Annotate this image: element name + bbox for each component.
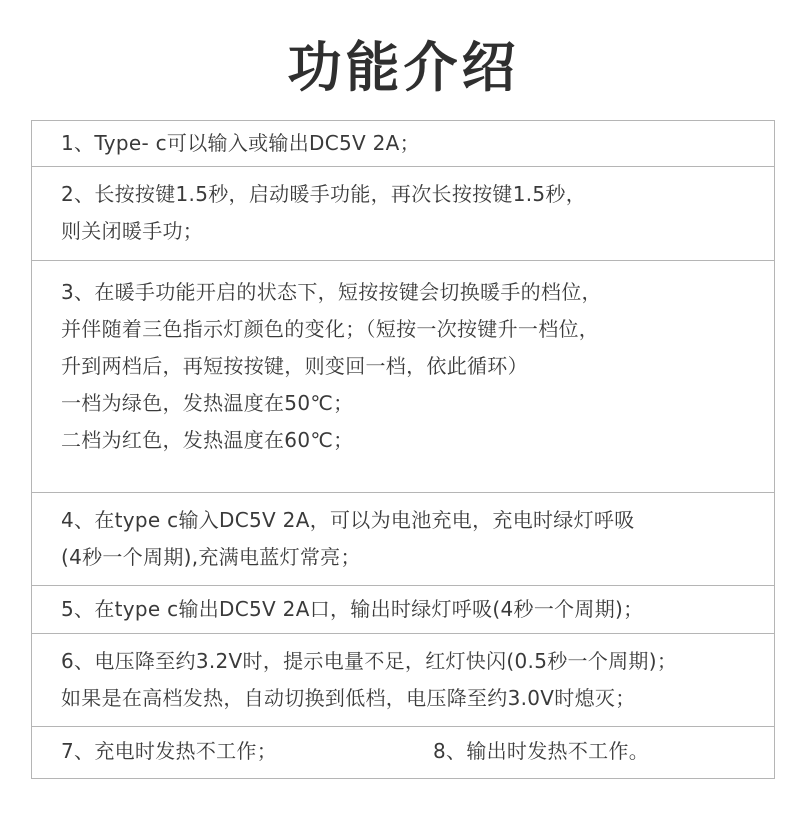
feature-row-7	[32, 727, 774, 778]
feature-row-1	[32, 121, 774, 167]
feature-text: 二档为红色，发热温度在60℃；	[61, 428, 354, 452]
feature-row-2	[32, 167, 774, 261]
feature-row-6	[32, 634, 774, 727]
feature-text: 3、在暖手功能开启的状态下，短按按键会切换暖手的档位，	[61, 280, 602, 304]
feature-text: 2、长按按键1.5秒，启动暖手功能，再次长按按键1.5秒，	[61, 182, 587, 206]
feature-row-3	[32, 261, 774, 493]
feature-text: (4秒一个周期),充满电蓝灯常亮；	[61, 545, 361, 569]
page-title: 功能介绍	[287, 36, 520, 99]
feature-table	[31, 120, 775, 779]
feature-row-5	[32, 586, 774, 634]
feature-text: 4、在type c输入DC5V 2A，可以为电池充电，充电时绿灯呼吸	[61, 508, 635, 532]
feature-text: 5、在type c输出DC5V 2A口，输出时绿灯呼吸(4秒一个周期)；	[61, 597, 644, 621]
feature-text: 8、输出时发热不工作。	[433, 739, 650, 763]
feature-text: 6、电压降至约3.2V时，提示电量不足，红灯快闪(0.5秒一个周期)；	[61, 649, 678, 673]
feature-text: 7、充电时发热不工作；	[61, 739, 278, 763]
feature-text: 一档为绿色，发热温度在50℃；	[61, 391, 354, 415]
feature-text: 如果是在高档发热，自动切换到低档，电压降至约3.0V时熄灭；	[61, 686, 636, 710]
feature-text: 1、Type- c可以输入或输出DC5V 2A；	[61, 131, 420, 155]
feature-row-4	[32, 493, 774, 586]
feature-text: 并伴随着三色指示灯颜色的变化；（短按一次按键升一档位，	[61, 317, 600, 341]
feature-text: 则关闭暖手功；	[61, 219, 204, 243]
feature-text: 升到两档后，再短按按键，则变回一档，依此循环）	[61, 354, 528, 378]
